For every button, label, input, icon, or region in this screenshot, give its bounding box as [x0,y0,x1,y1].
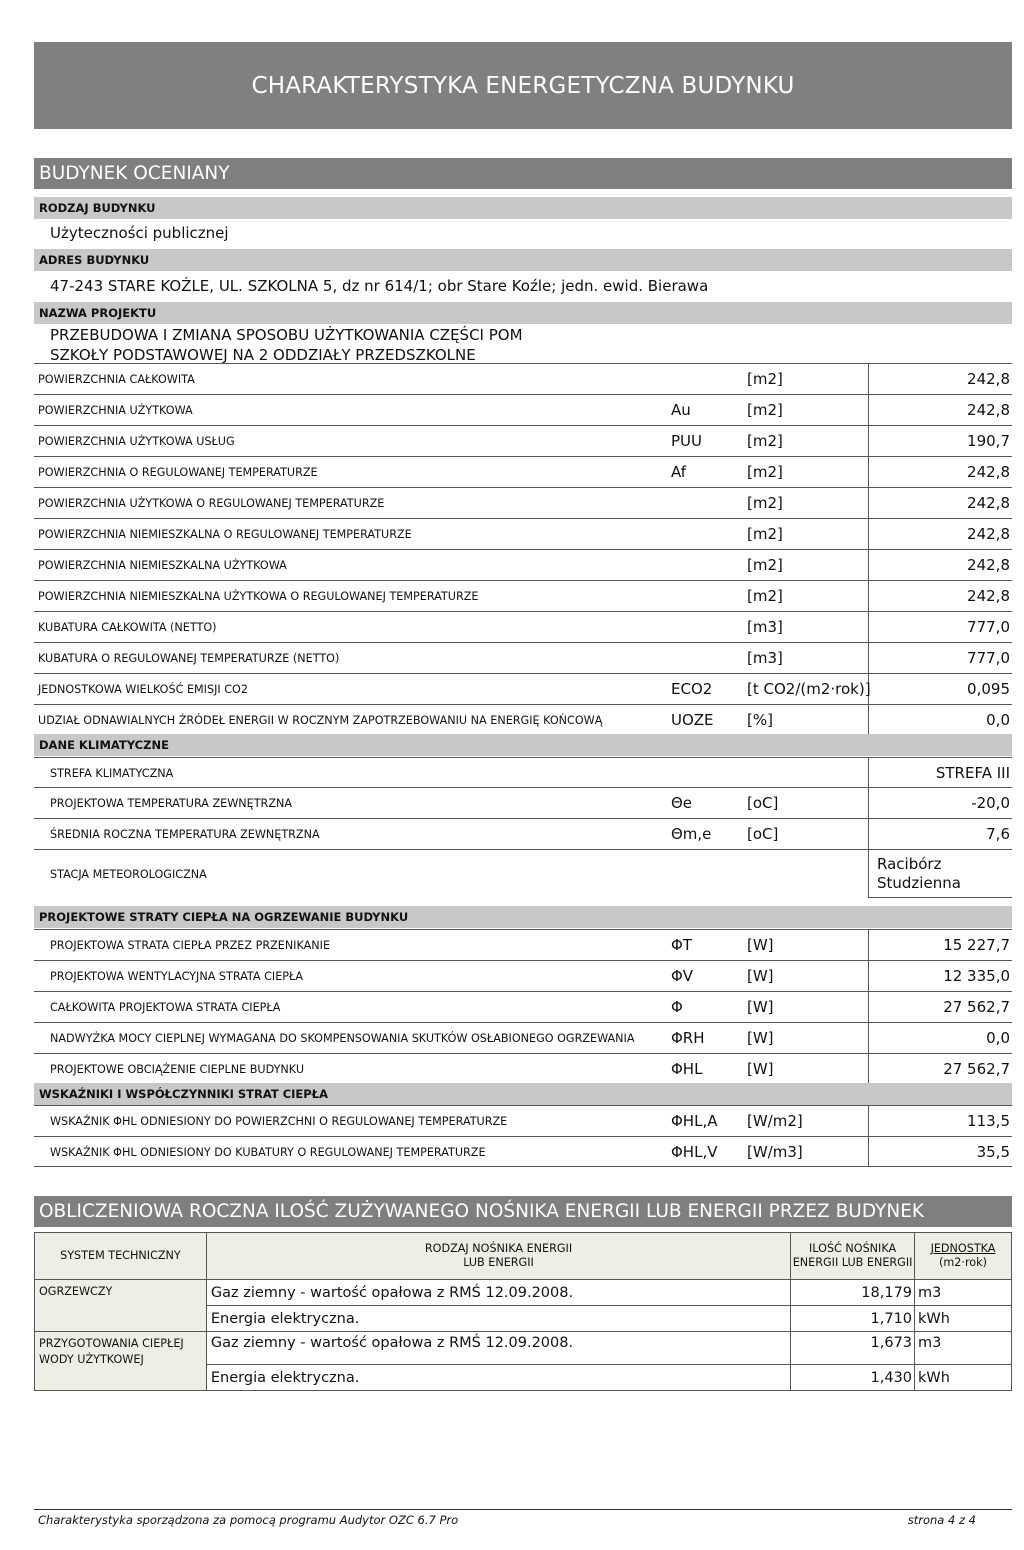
row-unit: [oC] [747,825,779,843]
page-number: strona 4 z 4 [907,1513,976,1527]
table-row [34,960,1012,991]
project-line-1: PRZEBUDOWA I ZMIANA SPOSOBU UŻYTKOWANIA CZĘŚCI POM [50,326,523,344]
column-divider [868,1023,869,1053]
col-system-header: SYSTEM TECHNICZNY [35,1233,207,1280]
column-divider [868,930,869,960]
row-unit: [%] [747,711,773,729]
table-row [34,929,1012,960]
station-underline [868,897,1012,898]
row-value: 242,8 [967,494,1010,512]
table-row [34,673,1012,704]
row-value: 242,8 [967,525,1010,543]
row-symbol: Θm,e [671,825,712,843]
row-value: 0,0 [986,1029,1010,1047]
column-divider [868,705,869,735]
qty-cell: 1,430 [791,1365,915,1391]
section-header-building: BUDYNEK OCENIANY [34,158,1012,189]
table-row [34,787,1012,818]
row-label: STACJA METEOROLOGICZNA [50,867,207,881]
row-value: 242,8 [967,463,1010,481]
column-divider [868,1054,869,1084]
column-divider [868,581,869,611]
row-label: POWIERZCHNIA NIEMIESZKALNA UŻYTKOWA O REGULOWANEJ TEMPERATURZE [38,589,479,603]
system-heating: OGRZEWCZY [35,1280,207,1332]
row-value: 113,5 [967,1112,1010,1130]
unit-cell: kWh [915,1365,1012,1391]
row-value: -20,0 [971,794,1010,812]
column-divider [868,850,869,898]
row-symbol: ECO2 [671,680,713,698]
col-unit-header: JEDNOSTKA (m2·rok) [915,1233,1012,1280]
row-symbol: Au [671,401,691,419]
row-symbol: ΦHL [671,1060,703,1078]
row-label: NADWYŻKA MOCY CIEPLNEJ WYMAGANA DO SKOMPENSOWANIA SKUTKÓW OSŁABIONEGO OGRZEWANIA [50,1031,635,1045]
table-row [34,611,1012,642]
row-label: UDZIAŁ ODNAWIALNYCH ŹRÓDEŁ ENERGII W ROCZNYM ZAPOTRZEBOWANIU NA ENERGIĘ KOŃCOWĄ [38,713,603,727]
row-value: 27 562,7 [943,998,1010,1016]
row-unit: [m3] [747,618,783,636]
row-value: 7,6 [986,825,1010,843]
table-row [34,818,1012,849]
table-row [34,1105,1012,1136]
losses-label: PROJEKTOWE STRATY CIEPŁA NA OGRZEWANIE BUDYNKU [34,906,1012,928]
row-unit: [oC] [747,794,779,812]
column-divider [868,612,869,642]
row-label: PROJEKTOWA WENTYLACYJNA STRATA CIEPŁA [50,969,303,983]
row-value: 242,8 [967,370,1010,388]
row-unit: [W] [747,967,774,985]
row-value: 27 562,7 [943,1060,1010,1078]
column-divider [868,426,869,456]
row-unit: [m2] [747,370,783,388]
column-divider [868,819,869,849]
column-divider [868,1106,869,1136]
row-unit: [W/m2] [747,1112,803,1130]
row-symbol: ΦHL,A [671,1112,718,1130]
column-divider [868,488,869,518]
row-value: 15 227,7 [943,936,1010,954]
carrier-cell: Energia elektryczna. [206,1306,790,1332]
indicators-label: WSKAŹNIKI I WSPÓŁCZYNNIKI STRAT CIEPŁA [34,1083,1012,1105]
system-hot-water: PRZYGOTOWANIA CIEPŁEJ WODY UŻYTKOWEJ [35,1332,207,1391]
row-value: 12 335,0 [943,967,1010,985]
column-divider [868,364,869,394]
column-divider [868,519,869,549]
row-label: PROJEKTOWA STRATA CIEPŁA PRZEZ PRZENIKANIE [50,938,331,952]
column-divider [868,758,869,788]
row-unit: [m2] [747,587,783,605]
row-label: WSKAŹNIK ΦHL ODNIESIONY DO POWIERZCHNI O REGULOWANEJ TEMPERATURZE [50,1114,508,1128]
row-value: 242,8 [967,587,1010,605]
building-type-label: RODZAJ BUDYNKU [34,197,1012,219]
row-label: POWIERZCHNIA UŻYTKOWA USŁUG [38,434,235,448]
column-divider [868,961,869,991]
column-divider [868,643,869,673]
col-carrier-header: RODZAJ NOŚNIKA ENERGII LUB ENERGII [206,1233,790,1280]
carrier-cell: Gaz ziemny - wartość opałowa z RMŚ 12.09.2008. [206,1332,790,1365]
table-row [35,1280,1012,1306]
table-row [34,487,1012,518]
section-header-energy: OBLICZENIOWA ROCZNA ILOŚĆ ZUŻYWANEGO NOŚNIKA ENERGII LUB ENERGII PRZEZ BUDYNEK [34,1196,1012,1227]
row-value: 0,095 [967,680,1010,698]
table-row [34,363,1012,394]
carrier-cell: Gaz ziemny - wartość opałowa z RMŚ 12.09.2008. [206,1280,790,1306]
row-label: KUBATURA CAŁKOWITA (NETTO) [38,620,217,634]
row-label: POWIERZCHNIA NIEMIESZKALNA UŻYTKOWA [38,558,287,572]
row-label: POWIERZCHNIA UŻYTKOWA [38,403,193,417]
table-row [34,425,1012,456]
row-label: CAŁKOWITA PROJEKTOWA STRATA CIEPŁA [50,1000,281,1014]
carrier-cell: Energia elektryczna. [206,1365,790,1391]
row-unit: [m2] [747,463,783,481]
footer-software-note: Charakterystyka sporządzona za pomocą programu Audytor OZC 6.7 Pro [38,1513,459,1527]
row-label: PROJEKTOWA TEMPERATURA ZEWNĘTRZNA [50,796,293,810]
row-unit: [W] [747,936,774,954]
address-label: ADRES BUDYNKU [34,249,1012,271]
row-unit: [W] [747,998,774,1016]
address-value: 47-243 STARE KOŹLE, UL. SZKOLNA 5, dz nr 614/1; obr Stare Koźle; jedn. ewid. Bierawa [50,277,709,295]
row-label: JEDNOSTKOWA WIELKOŚĆ EMISJI CO2 [38,682,248,696]
table-row [34,1053,1012,1084]
row-symbol: Af [671,463,687,481]
row-label: WSKAŹNIK ΦHL ODNIESIONY DO KUBATURY O REGULOWANEJ TEMPERATURZE [50,1145,486,1159]
table-row [34,642,1012,673]
row-label: POWIERZCHNIA UŻYTKOWA O REGULOWANEJ TEMPERATURZE [38,496,385,510]
column-divider [868,457,869,487]
row-unit: [m2] [747,525,783,543]
row-value: 35,5 [976,1143,1010,1161]
row-label: POWIERZCHNIA O REGULOWANEJ TEMPERATURZE [38,465,318,479]
column-divider [868,992,869,1022]
table-row [34,518,1012,549]
table-row [34,757,1012,788]
row-label: POWIERZCHNIA NIEMIESZKALNA O REGULOWANEJ TEMPERATURZE [38,527,412,541]
col-qty-header: ILOŚĆ NOŚNIKA ENERGII LUB ENERGII [791,1233,915,1280]
table-row [34,704,1012,735]
qty-cell: 18,179 [791,1280,915,1306]
row-unit: [m2] [747,401,783,419]
table-row [34,394,1012,425]
page-title: CHARAKTERYSTYKA ENERGETYCZNA BUDYNKU [34,42,1012,129]
energy-table [34,1232,1012,1391]
row-unit: [W/m3] [747,1143,803,1161]
table-row [34,1022,1012,1053]
row-value: STREFA III [935,764,1010,782]
column-divider [868,1137,869,1167]
row-symbol: ΦT [671,936,692,954]
column-divider [868,788,869,818]
row-symbol: Φ [671,998,683,1016]
table-row [35,1332,1012,1365]
table-bottom-border [34,1166,1012,1167]
row-value: 190,7 [967,432,1010,450]
row-symbol: ΦHL,V [671,1143,718,1161]
row-value: 242,8 [967,556,1010,574]
row-unit: [m3] [747,649,783,667]
row-unit: [m2] [747,556,783,574]
footer-divider [34,1509,1012,1510]
project-line-2: SZKOŁY PODSTAWOWEJ NA 2 ODDZIAŁY PRZEDSZKOLNE [50,346,476,364]
row-unit: [W] [747,1060,774,1078]
column-divider [868,550,869,580]
row-symbol: Θe [671,794,693,812]
row-value: 777,0 [967,649,1010,667]
row-value: 0,0 [986,711,1010,729]
unit-cell: m3 [915,1280,1012,1306]
row-value: 777,0 [967,618,1010,636]
row-label: POWIERZCHNIA CAŁKOWITA [38,372,195,386]
row-value: Racibórz Studzienna [877,855,961,892]
table-row [34,580,1012,611]
row-unit: [m2] [747,494,783,512]
column-divider [868,395,869,425]
row-symbol: PUU [671,432,703,450]
qty-cell: 1,710 [791,1306,915,1332]
row-symbol: ΦRH [671,1029,705,1047]
row-label: KUBATURA O REGULOWANEJ TEMPERATURZE (NETTO) [38,651,340,665]
row-unit: [W] [747,1029,774,1047]
project-label: NAZWA PROJEKTU [34,302,1012,324]
row-label: PROJEKTOWE OBCIĄŻENIE CIEPLNE BUDYNKU [50,1062,305,1076]
table-row [34,991,1012,1022]
unit-cell: kWh [915,1306,1012,1332]
unit-cell: m3 [915,1332,1012,1365]
qty-cell: 1,673 [791,1332,915,1365]
row-symbol: UOZE [671,711,714,729]
row-unit: [t CO2/(m2·rok)] [747,680,871,698]
row-unit: [m2] [747,432,783,450]
table-row [34,1136,1012,1167]
building-type-value: Użyteczności publicznej [50,224,229,242]
table-row [34,849,1012,898]
row-symbol: ΦV [671,967,694,985]
table-row [34,456,1012,487]
table-row [34,549,1012,580]
climate-label: DANE KLIMATYCZNE [34,734,1012,756]
row-label: STREFA KLIMATYCZNA [50,766,174,780]
row-label: ŚREDNIA ROCZNA TEMPERATURA ZEWNĘTRZNA [50,827,320,841]
row-value: 242,8 [967,401,1010,419]
